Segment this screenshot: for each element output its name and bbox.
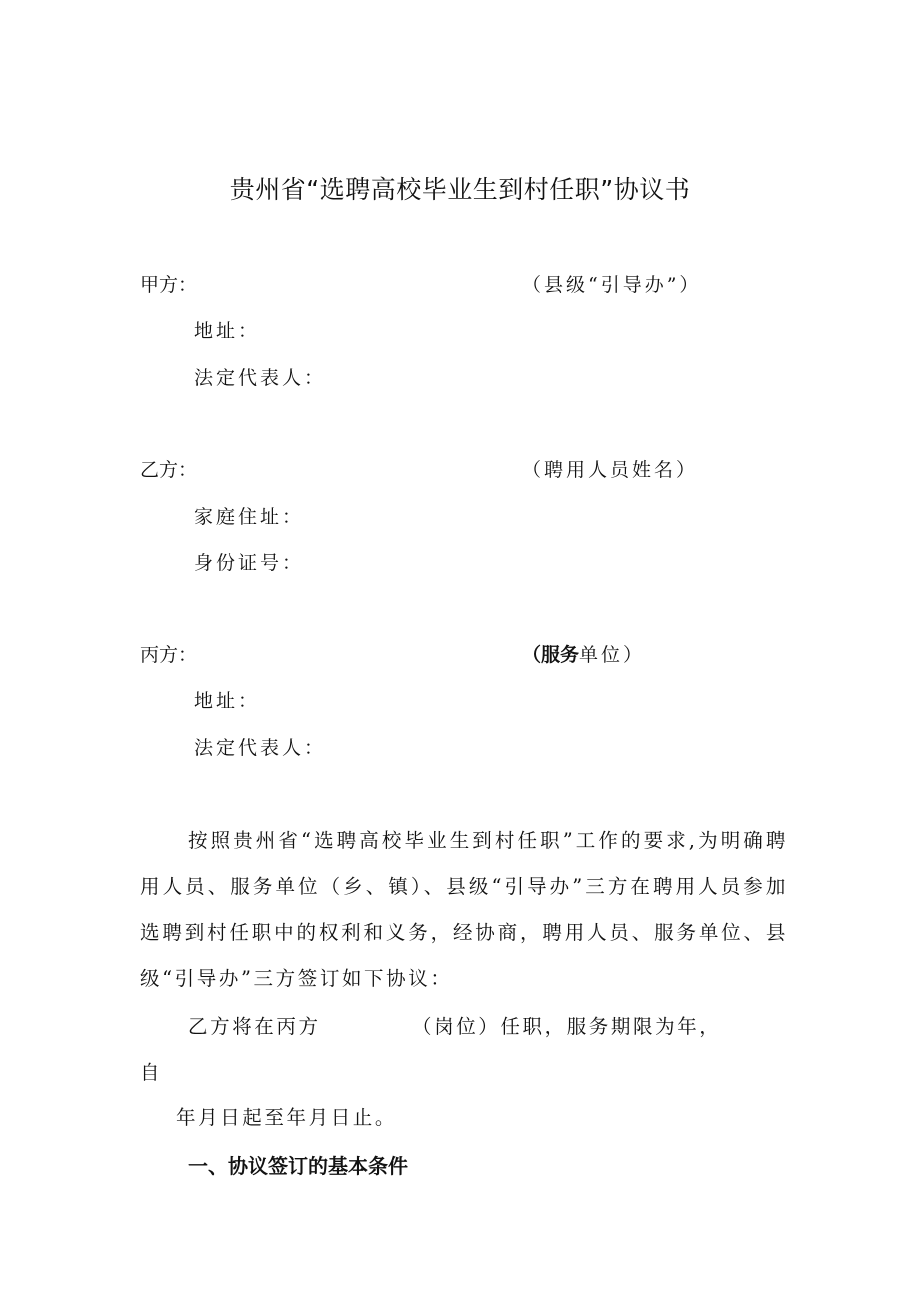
party-c-legal-rep-label: 法定代表人： [194,737,327,759]
party-c-note-bold: （服务 [522,644,580,666]
party-b-id-number-label: 身份证号： [194,552,305,574]
party-a-note: （县级“引导办”） [522,274,702,296]
document-title: 贵州省“选聘高校毕业生到村任职”协议书 [229,175,691,204]
service-line-part1: 乙方将在丙方 [188,1015,321,1038]
party-a-label: 甲方： [140,274,198,296]
party-b-home-address-label: 家庭住址： [194,506,305,528]
party-b-label: 乙方： [140,459,198,481]
service-line-from: 自 [140,1061,163,1084]
party-b-note: （聘用人员姓名） [522,459,699,481]
service-line-dates: 年月日起至年月日止。 [176,1106,398,1129]
service-line-part2: （岗位）任职，服务期限为年， [412,1015,722,1038]
party-c-note-rest: 单位） [579,644,646,666]
section-1-heading: 一、协议签订的基本条件 [188,1154,408,1178]
intro-paragraph: 按照贵州省“选聘高校毕业生到村任职”工作的要求,为明确聘用人员、服务单位（乡、镇）、县级“引导办”三方在聘用人员参加选聘到村任职中的权利和义务，经协商，聘用人员、服务单位、县级“引导办”三方签订如下协议： [140,829,788,990]
party-a-address-label: 地址： [194,320,261,342]
party-c-address-label: 地址： [194,690,261,712]
party-c-label: 丙方： [140,644,198,666]
party-a-legal-rep-label: 法定代表人： [194,367,327,389]
party-c-note [522,640,645,667]
